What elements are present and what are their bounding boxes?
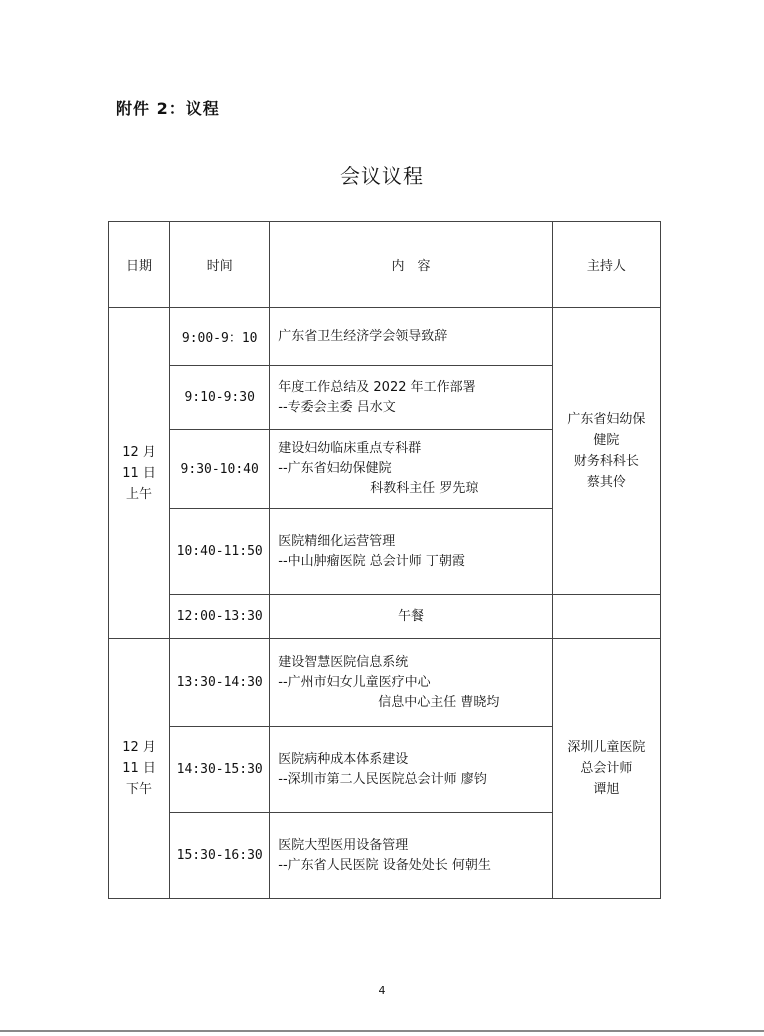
- table-row: [109, 308, 661, 366]
- content-cell: [270, 727, 553, 813]
- content-cell: [270, 509, 553, 595]
- content-cell: [270, 308, 553, 366]
- content-line: 医院精细化运营管理: [278, 533, 396, 549]
- date-line: 12 月: [122, 444, 156, 460]
- content-line: --深圳市第二人民医院总会计师 廖钧: [278, 771, 487, 787]
- host-line: 深圳儿童医院: [567, 740, 646, 755]
- date-line: 11 日: [122, 465, 156, 481]
- content-line: --广东省妇幼保健院: [278, 461, 392, 476]
- host-cell-morning: [552, 308, 660, 595]
- table-row: [109, 639, 661, 727]
- time-cell: 14:30-15:30: [170, 727, 270, 813]
- content-line: 医院大型医用设备管理: [278, 837, 409, 853]
- host-cell-afternoon: [552, 639, 660, 899]
- date-cell-morning: [109, 308, 170, 639]
- header-content: 内 容: [270, 222, 553, 308]
- attachment-label: 附件 2：议程: [116, 99, 220, 118]
- host-line: 蔡其伶: [586, 475, 626, 490]
- host-line: 财务科科长: [573, 454, 639, 469]
- table-row: [109, 595, 661, 639]
- content-line: 医院病种成本体系建设: [278, 751, 409, 767]
- time-cell: 12:00-13:30: [170, 595, 270, 639]
- header-date: 日期: [109, 222, 170, 308]
- document-title: 会议议程: [340, 164, 424, 188]
- content-line: 建设智慧医院信息系统: [278, 654, 409, 670]
- content-line: --广东省人民医院 设备处处长 何朝生: [278, 857, 491, 873]
- content-line: --广州市妇女儿童医疗中心: [278, 674, 431, 690]
- date-line: 11 日: [122, 761, 156, 776]
- agenda-table: [108, 221, 661, 899]
- content-line: 信息中心主任 曹晓均: [378, 694, 500, 710]
- time-cell: 9:10-9:30: [170, 366, 270, 430]
- content-line: 年度工作总结及 2022 年工作部署: [278, 379, 476, 395]
- host-line: 总会计师: [580, 761, 633, 776]
- time-cell: 15:30-16:30: [170, 813, 270, 899]
- page-number: 4: [378, 984, 386, 997]
- content-line: 午餐: [398, 608, 425, 624]
- header-row: [109, 222, 661, 308]
- content-line: 建设妇幼临床重点专科群: [278, 441, 422, 456]
- time-cell: 9:00-9：10: [170, 308, 270, 366]
- content-line: --中山肿瘤医院 总会计师 丁朝霞: [278, 553, 465, 569]
- content-line: --专委会主委 吕水文: [278, 399, 396, 415]
- bottom-divider: [0, 1030, 764, 1032]
- host-line: 健院: [593, 433, 620, 448]
- content-cell: [270, 639, 553, 727]
- content-cell: [270, 366, 553, 430]
- host-line: 广东省妇幼保: [567, 412, 646, 427]
- header-time: 时间: [170, 222, 270, 308]
- date-line: 下午: [126, 782, 153, 797]
- host-line: 谭旭: [593, 782, 620, 797]
- header-host: 主持人: [552, 222, 660, 308]
- content-line: 科教科主任 罗先琼: [370, 481, 479, 496]
- date-line: 12 月: [122, 740, 156, 755]
- time-cell: 13:30-14:30: [170, 639, 270, 727]
- date-cell-afternoon: [109, 639, 170, 899]
- time-cell: 9:30-10:40: [170, 430, 270, 509]
- content-cell: [270, 595, 553, 639]
- host-cell-empty: [552, 595, 660, 639]
- content-line: 广东省卫生经济学会领导致辞: [278, 328, 448, 344]
- content-cell: [270, 430, 553, 509]
- time-cell: 10:40-11:50: [170, 509, 270, 595]
- content-cell: [270, 813, 553, 899]
- date-line: 上午: [126, 486, 153, 502]
